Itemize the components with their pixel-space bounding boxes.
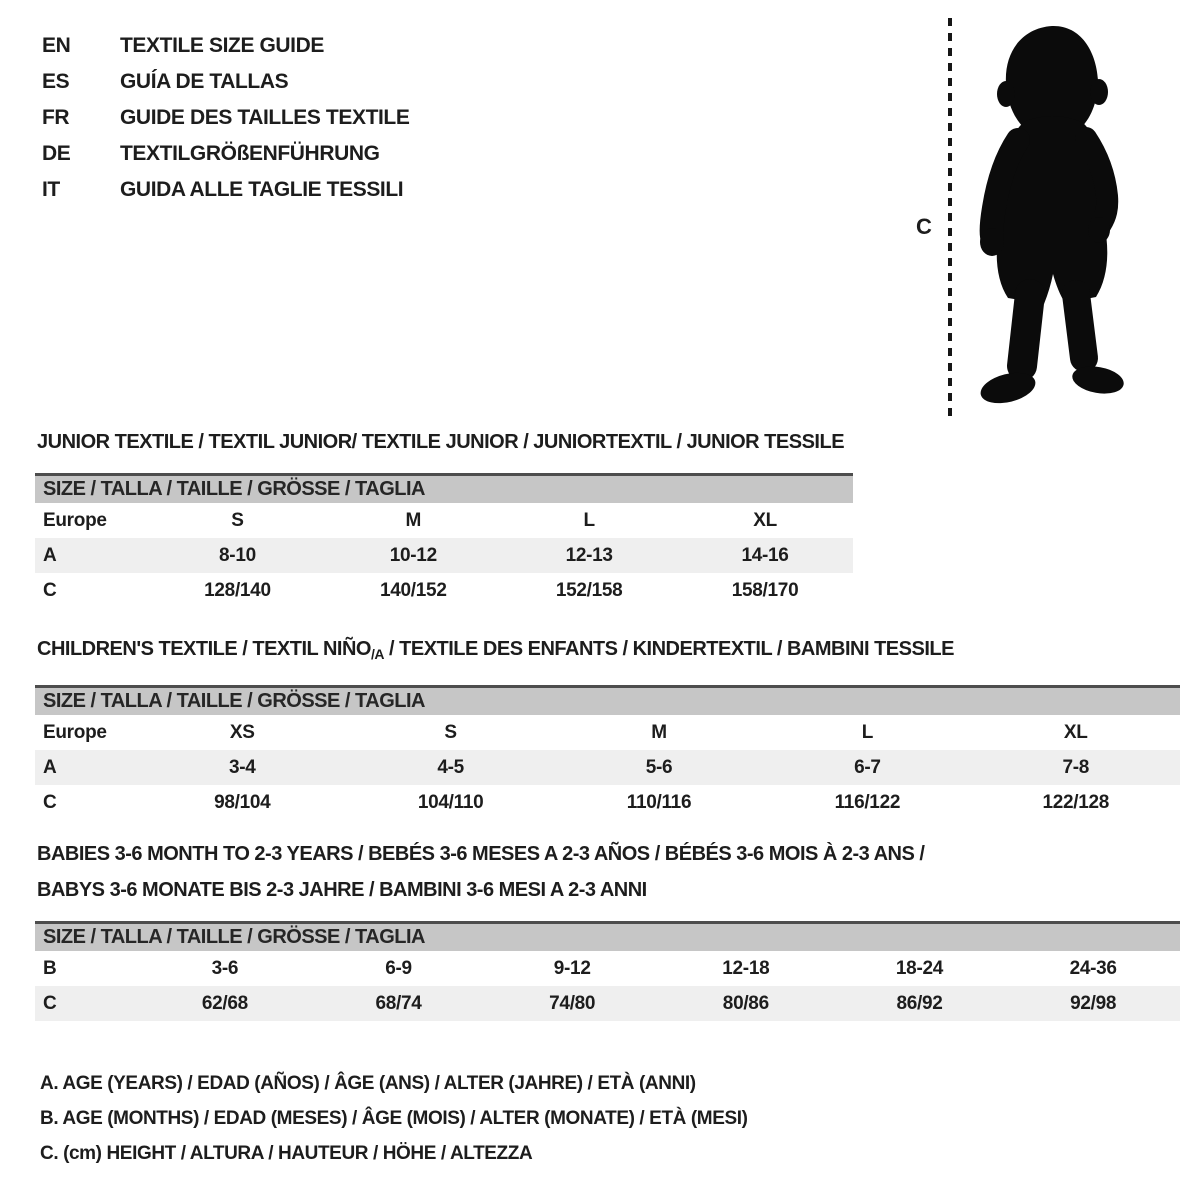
lang-row-es (42, 64, 409, 100)
childrens-textile-section (35, 637, 1180, 820)
junior-height-row (35, 573, 853, 608)
lang-title-fr: GUIDE DES TAILLES TEXTILE (120, 106, 410, 129)
table-cell: 8-10 (150, 538, 326, 573)
table-cell: 116/122 (834, 791, 901, 813)
childrens-title-subscript: /A (370, 646, 384, 662)
table-cell: L (861, 721, 874, 743)
legend-notes (40, 1066, 748, 1171)
lang-row-de (42, 136, 409, 172)
table-cell: 86/92 (833, 986, 1007, 1021)
table-cell: 5-6 (555, 750, 763, 785)
table-cell: 3-4 (138, 750, 346, 785)
row-label: Europe (43, 721, 107, 743)
childrens-size-header-row (35, 687, 1180, 716)
childrens-section-title (37, 637, 1180, 666)
table-cell: XL (753, 509, 777, 531)
babies-size-table (35, 921, 1180, 1021)
babies-title-line1: BABIES 3-6 MONTH TO 2-3 YEARS / BEBÉS 3-6 MESES A 2-3 AÑOS / BÉBÉS 3-6 MOIS À 2-3 ANS / (37, 843, 925, 865)
childrens-age-row (35, 750, 1180, 785)
childrens-title-rest: / TEXTILE DES ENFANTS / KINDERTEXTIL / BAMBINI TESSILE (383, 638, 954, 660)
junior-section-title: JUNIOR TEXTILE / TEXTIL JUNIOR/ TEXTILE JUNIOR / JUNIORTEXTIL / JUNIOR TESSILE (37, 431, 845, 453)
toddler-silhouette-icon (962, 18, 1142, 418)
row-label: C (35, 986, 138, 1021)
table-cell: S (231, 509, 244, 531)
row-label: C (43, 791, 57, 813)
table-cell: 12-13 (501, 538, 677, 573)
table-cell: 158/170 (731, 579, 799, 601)
table-cell: 10-12 (325, 538, 501, 573)
table-cell: 152/158 (555, 579, 623, 601)
lang-code-en: EN (42, 34, 71, 57)
table-cell: 24-36 (1069, 957, 1117, 979)
table-cell: 62/68 (138, 986, 312, 1021)
lang-code-de: DE (42, 142, 71, 165)
size-header-cell: SIZE / TALLA / TAILLE / GRÖSSE / TAGLIA (35, 687, 1180, 716)
table-cell: 6-7 (763, 750, 971, 785)
table-cell: 6-9 (385, 957, 412, 979)
babies-height-row (35, 986, 1180, 1021)
junior-europe-row (35, 503, 853, 538)
size-header-cell: SIZE / TALLA / TAILLE / GRÖSSE / TAGLIA (35, 475, 853, 504)
childrens-title-main: CHILDREN'S TEXTILE / TEXTIL NIÑO (37, 638, 371, 660)
table-cell: 128/140 (204, 579, 271, 601)
babies-textile-section (35, 842, 1180, 1021)
table-cell: M (651, 721, 667, 743)
lang-code-es: ES (42, 70, 70, 93)
row-label: C (43, 579, 57, 601)
table-cell: 4-5 (346, 750, 554, 785)
row-label: A (35, 538, 150, 573)
childrens-size-table (35, 685, 1180, 820)
babies-section-title (37, 842, 1180, 902)
junior-size-header-row (35, 475, 853, 504)
table-cell: 18-24 (895, 957, 944, 979)
childrens-europe-row (35, 715, 1180, 750)
table-cell: L (583, 509, 595, 531)
junior-textile-section (35, 430, 853, 608)
table-cell: 92/98 (1006, 986, 1180, 1021)
lang-row-en (42, 28, 409, 64)
lang-title-es: GUÍA DE TALLAS (120, 70, 289, 93)
babies-months-row (35, 951, 1180, 986)
junior-size-table (35, 473, 853, 608)
babies-size-header-row (35, 923, 1180, 952)
table-cell: M (405, 509, 422, 531)
table-cell: 9-12 (553, 957, 591, 979)
table-cell: 98/104 (214, 791, 271, 813)
lang-title-it: GUIDA ALLE TAGLIE TESSILI (120, 178, 404, 201)
table-cell: 104/110 (417, 791, 484, 813)
table-cell: 14-16 (677, 538, 853, 573)
row-label: Europe (43, 509, 107, 531)
note-c-height-cm: C. (cm) HEIGHT / ALTURA / HAUTEUR / HÖHE / ALTEZZA (40, 1143, 533, 1164)
lang-title-en: TEXTILE SIZE GUIDE (120, 34, 324, 57)
table-cell: 110/116 (626, 791, 692, 813)
row-label: A (35, 750, 138, 785)
table-cell: XL (1063, 721, 1088, 743)
height-measure-dashed-line (948, 18, 952, 416)
table-cell: S (444, 721, 457, 743)
note-b-age-months: B. AGE (MONTHS) / EDAD (MESES) / ÂGE (MOIS) / ALTER (MONATE) / ETÀ (MESI) (40, 1108, 748, 1129)
table-cell: 12-18 (722, 957, 770, 979)
table-cell: 80/86 (659, 986, 833, 1021)
childrens-height-row (35, 785, 1180, 820)
lang-title-de: TEXTILGRÖßENFÜHRUNG (120, 142, 380, 165)
lang-row-fr (42, 100, 409, 136)
table-cell: 3-6 (211, 957, 239, 979)
lang-row-it (42, 172, 409, 208)
size-header-cell: SIZE / TALLA / TAILLE / GRÖSSE / TAGLIA (35, 923, 1180, 952)
note-a-age-years: A. AGE (YEARS) / EDAD (AÑOS) / ÂGE (ANS) / ALTER (JAHRE) / ETÀ (ANNI) (40, 1073, 696, 1094)
table-cell: 68/74 (312, 986, 486, 1021)
measure-c-label: C (916, 214, 932, 239)
babies-title-line2: BABYS 3-6 MONATE BIS 2-3 JAHRE / BAMBINI 3-6 MESI A 2-3 ANNI (37, 879, 647, 901)
junior-age-row (35, 538, 853, 573)
table-cell: 74/80 (485, 986, 659, 1021)
language-title-block (42, 28, 409, 208)
table-cell: 122/128 (1042, 791, 1110, 813)
table-cell: 7-8 (972, 750, 1180, 785)
lang-code-it: IT (42, 178, 60, 201)
table-cell: 140/152 (380, 579, 447, 601)
table-cell: XS (229, 721, 255, 743)
height-measure-figure (898, 14, 1160, 426)
row-label: B (43, 957, 57, 979)
lang-code-fr: FR (42, 106, 70, 129)
